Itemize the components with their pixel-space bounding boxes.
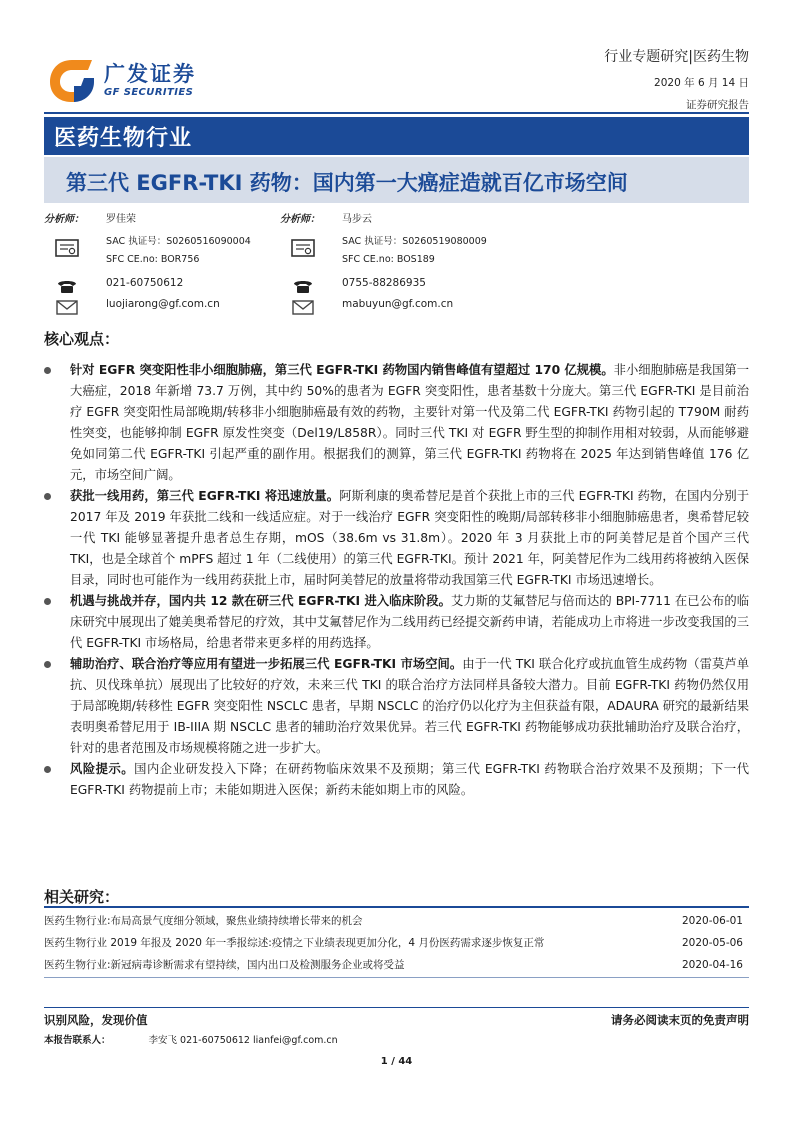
related-research-list (44, 910, 743, 976)
key-point-body: 艾力斯的艾氟替尼与倍而达的 BPI-7711 在已公布的临床研究中展现出了媲美奥希替尼的疗效，其中艾氟替尼作为二线用药已经提交新药申请，若能成功上市将进一步改变我国的三代 EGFR-TKI 市场格局，给患者带来更多样的用药选择。 (70, 594, 750, 650)
key-point-body: 由于一代 TKI 联合化疗或抗血管生成药物（雷莫芦单抗、贝伐珠单抗）展现出了比较好的疗效，未来三代 TKI 的联合治疗方法同样具备较大潜力。目前 EGFR-TKI 药物仍然仅用于局部晚期/转移性 EGFR 突变阳性 NSCLC 患者，早期 NSCLC 的治疗仍以化疗为主但获益有限，ADAURA 研究的最新结果表明奥希替尼用于 IB-IIIA 期 NSCLC 患者的辅助治疗效果优异。若三代 EGFR-TKI 药物能够成功获批辅助治疗及联合治疗，针对的患者范围及市场规模将随之进一步扩大。 (70, 657, 749, 755)
analyst-role: 分析师： (44, 214, 84, 225)
related-research-date: 2020-05-06 (681, 937, 743, 949)
report-category: 行业专题研究|医药生物 (604, 49, 749, 65)
analyst-sfc-number: SFC CE.no: BOS189 (342, 254, 435, 265)
related-research-heading: 相关研究： (44, 888, 120, 906)
bullet-icon (44, 661, 51, 668)
gf-logo-icon (44, 56, 100, 104)
analyst-phone: 021-60750612 (106, 277, 184, 289)
report-meta (604, 46, 749, 112)
gf-securities-logo (44, 56, 214, 106)
analyst-email[interactable]: mabuyun@gf.com.cn (342, 298, 454, 310)
related-research-title[interactable]: 医药生物行业 2019 年报及 2020 年一季报综述:疫情之下业绩表现更加分化，4 月份医药需求逐步恢复正常 (44, 937, 545, 949)
logo-english-text: GF SECURITIES (104, 87, 194, 98)
key-point-lead: 针对 EGFR 突变阳性非小细胞肺癌，第三代 EGFR-TKI 药物国内销售峰值有望超过 170 亿规模。 (70, 363, 614, 377)
header-divider (44, 112, 749, 114)
related-research-item[interactable] (44, 932, 743, 954)
related-bottom-divider (44, 977, 749, 978)
key-point-item (44, 591, 749, 654)
related-research-title[interactable]: 医药生物行业:布局高景气度细分领域，聚焦业绩持续增长带来的机会 (44, 915, 363, 927)
related-research-item[interactable] (44, 954, 743, 976)
bullet-icon (44, 766, 51, 773)
key-point-lead: 风险提示。 (70, 762, 135, 776)
bullet-icon (44, 367, 51, 374)
footer-contact-label: 本报告联系人： (44, 1035, 111, 1046)
report-date: 2020 年 6 月 14 日 (654, 77, 749, 89)
related-research-item[interactable] (44, 910, 743, 932)
footer-divider (44, 1007, 749, 1008)
bullet-icon (44, 493, 51, 500)
analyst-email[interactable]: luojiarong@gf.com.cn (106, 298, 220, 310)
email-icon (54, 297, 80, 317)
related-research-date: 2020-06-01 (681, 915, 743, 927)
key-points-list (44, 360, 749, 801)
related-research-title[interactable]: 医药生物行业:新冠病毒诊断需求有望持续，国内出口及检测服务企业或将受益 (44, 959, 405, 971)
analyst-sac-number: SAC 执证号：S0260519080009 (342, 236, 487, 247)
footer-slogan: 识别风险，发现价值 (44, 1013, 148, 1027)
logo-chinese-text: 广发证券 (104, 62, 196, 86)
bullet-icon (44, 598, 51, 605)
key-point-lead: 获批一线用药，第三代 EGFR-TKI 将迅速放量。 (70, 489, 340, 503)
key-point-item (44, 486, 749, 591)
key-point-item (44, 759, 749, 801)
key-point-body: 国内企业研发投入下降；在研药物临床效果不及预期；第三代 EGFR-TKI 药物联合治疗效果不及预期；下一代 EGFR-TKI 药物提前上市；未能如期进入医保；新药未能如期上市的风险。 (70, 762, 749, 797)
footer-disclaimer-note: 请务必阅读末页的免责声明 (611, 1013, 749, 1027)
page-number: 1 / 44 (380, 1056, 413, 1067)
certificate-icon (290, 238, 316, 258)
sector-title: 医药生物行业 (54, 126, 193, 151)
key-points-heading: 核心观点： (44, 330, 120, 348)
related-divider (44, 906, 749, 908)
phone-icon (54, 276, 80, 296)
footer-contact (44, 1032, 338, 1046)
analyst-name: 罗佳荣 (106, 214, 136, 225)
email-icon (290, 297, 316, 317)
key-point-lead: 机遇与挑战并存，国内共 12 款在研三代 EGFR-TKI 进入临床阶段。 (70, 594, 452, 608)
key-point-body: 非小细胞肺癌是我国第一大癌症，2018 年新增 73.7 万例，其中约 50%的患者为 EGFR 突变阳性，患者基数十分庞大。第三代 EGFR-TKI 是目前治疗 EGFR 突变阳性局部晚期/转移非小细胞肺癌最有效的药物，主要针对第一代及第二代 EGFR-TKI 药物引起的 T790M 耐药性突变，也能够抑制 EGFR 原发性突变（Del19/L858R）。同时三代 TKI 对 EGFR 野生型的抑制作用相对较弱，从而能够避免如同第二代 EGFR-TKI 引起严重的副作用。根据我们的测算，第三代 EGFR-TKI 药物将在 2025 年达到销售峰值 176 亿元，市场空间广阔。 (70, 363, 749, 482)
analyst-sfc-number: SFC CE.no: BOR756 (106, 254, 200, 265)
key-point-body: 阿斯利康的奥希替尼是首个获批上市的三代 EGFR-TKI 药物，在国内分别于 2017 年及 2019 年获批二线和一线适应症。对于一线治疗 EGFR 突变阳性的晚期/局部转移非小细胞肺癌患者，奥希替尼较一代 TKI 能够显著提升患者总生存期，mOS（38.6m vs 31.8m）。2020 年 3 月获批上市的阿美替尼是首个国产三代 TKI，也是全球首个 mPFS 超过 1 年（二线使用）的第三代 EGFR-TKI。预计 2021 年，阿美替尼作为二线用药将被纳入医保目录，同时也可能作为一线用药获批上市，届时阿美替尼的放量将带动我国第三代 EGFR-TKI 市场迅速增长。 (70, 489, 750, 587)
analyst-name: 马步云 (342, 214, 372, 225)
analyst-role: 分析师： (280, 214, 320, 225)
analyst-phone: 0755-88286935 (342, 277, 426, 289)
key-point-lead: 辅助治疗、联合治疗等应用有望进一步拓展三代 EGFR-TKI 市场空间。 (70, 657, 463, 671)
analyst-sac-number: SAC 执证号：S0260516090004 (106, 236, 251, 247)
report-title: 第三代 EGFR-TKI 药物：国内第一大癌症造就百亿市场空间 (66, 171, 628, 195)
certificate-icon (54, 238, 80, 258)
sector-banner (44, 117, 749, 155)
key-point-item (44, 654, 749, 759)
related-research-date: 2020-04-16 (681, 959, 743, 971)
report-type: 证券研究报告 (686, 99, 749, 111)
title-banner (44, 157, 749, 203)
phone-icon (290, 276, 316, 296)
footer-contact-info: 李安飞 021-60750612 lianfei@gf.com.cn (148, 1035, 338, 1046)
key-point-item (44, 360, 749, 486)
